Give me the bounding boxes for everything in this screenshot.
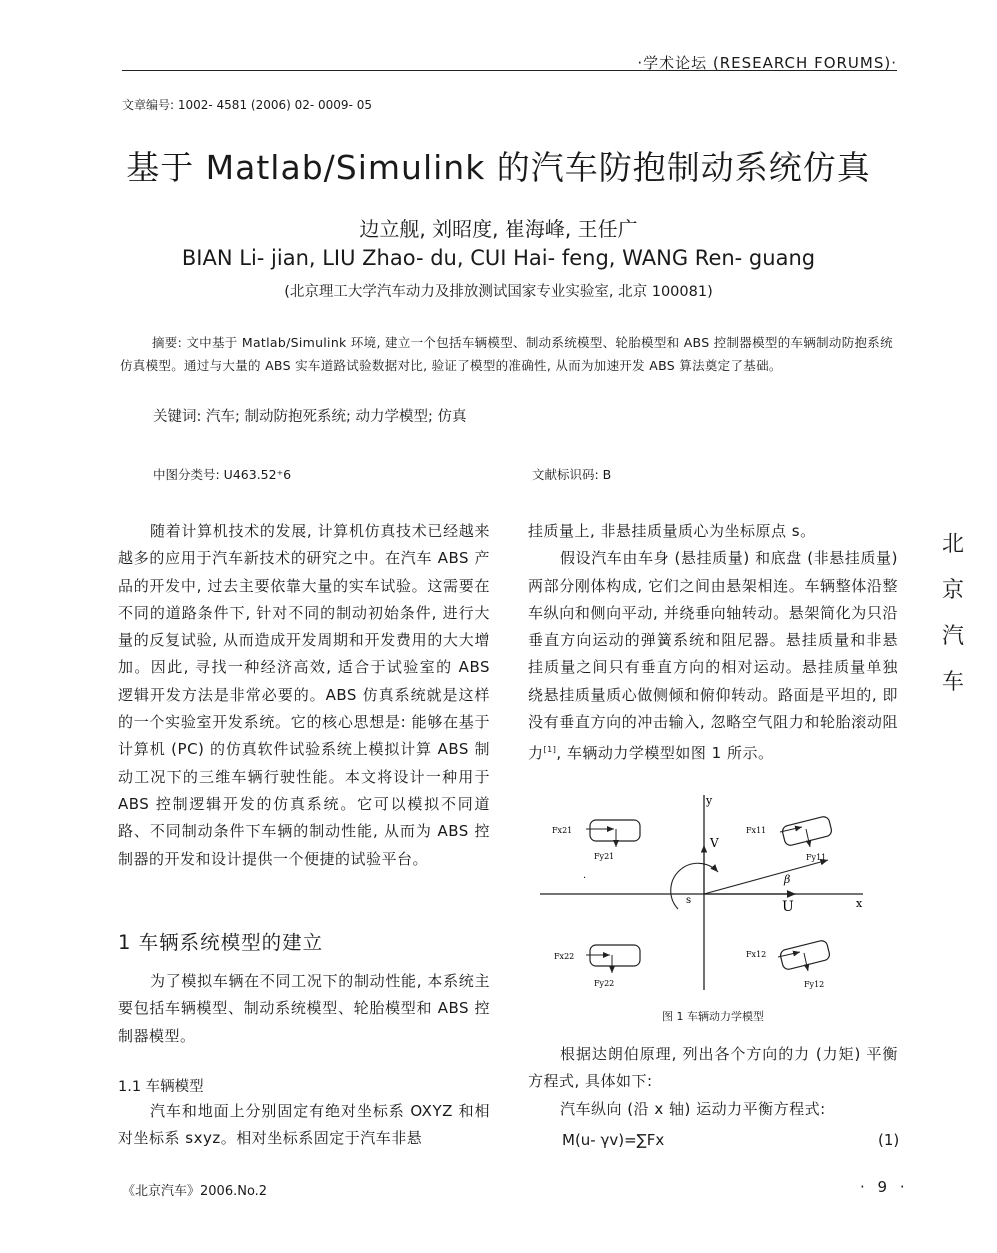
keywords: 关键词: 汽车; 制动防抱死系统; 动力学模型; 仿真 (153, 409, 467, 425)
side-char: 北 (941, 532, 964, 557)
section-heading: 1 车辆系统模型的建立 (118, 931, 324, 954)
assumption-paragraph (528, 545, 898, 767)
abstract: 摘要: 文中基于 Matlab/Simulink 环境, 建立一个包括车辆模型、制动系统模型、轮胎模型和 ABS 控制器模型的车辆制动防抱系统仿真模型。通过与大量的 ABS 实车道路试验数据对比, 验证了模型的准确性, 从而为加速开发 ABS 算法奠定了基础。 (120, 335, 893, 373)
label-fy22: Fy22 (594, 979, 615, 988)
label-fy11: Fy11 (806, 853, 827, 862)
wheel-front-left (781, 815, 832, 846)
side-char: 京 (941, 578, 964, 603)
subsection-heading: 1.1 车辆模型 (118, 1079, 204, 1095)
x-axis-label: x (856, 897, 863, 910)
side-journal-label (940, 522, 966, 706)
left-column-vehicle (118, 1098, 490, 1153)
classification-number: 中图分类号: U463.52⁺6 (153, 467, 292, 482)
equation-1: M(u- γv)=∑Fx (562, 1131, 665, 1149)
figure-caption: 图 1 车辆动力学模型 (662, 1010, 764, 1023)
label-fy12: Fy12 (804, 980, 825, 989)
dalembert-paragraph: 根据达朗伯原理, 列出各个方向的力 (力矩) 平衡方程式, 具体如下: (528, 1045, 898, 1091)
velocity-v-label: V (710, 836, 719, 850)
footer-journal: 《北京汽车》2006.No.2 (122, 1184, 268, 1199)
equation-number: (1) (878, 1131, 900, 1149)
page-number: · 9 · (860, 1178, 909, 1196)
vehicle-model-paragraph: 汽车和地面上分别固定有绝对坐标系 OXYZ 和相对坐标系 sxyz。相对坐标系固定于汽车非悬 (118, 1102, 490, 1148)
affiliation: (北京理工大学汽车动力及排放测试国家专业实验室, 北京 100081) (284, 284, 713, 300)
label-fx22: Fx22 (554, 952, 575, 961)
label-fx21: Fx21 (552, 826, 573, 835)
wheel-rear-left (590, 820, 640, 841)
y-axis-label: y (706, 794, 713, 807)
label-fy21: Fy21 (594, 852, 615, 861)
header-section: ·学术论坛 (RESEARCH FORUMS)· (637, 54, 897, 72)
header-rule (122, 70, 897, 71)
left-column-section (118, 968, 490, 1050)
velocity-vector-arrow (704, 860, 828, 894)
right-column-bottom (528, 1041, 898, 1123)
beta-label: β (784, 873, 791, 886)
force-fy12-arrow (804, 953, 808, 971)
assumption-text: 假设汽车由车身 (悬挂质量) 和底盘 (非悬挂质量) 两部分刚体构成, 它们之间由悬架相连。车辆整体沿整车纵向和侧向平动, 并绕垂向轴转动。悬架简化为只沿垂直方向运动的弹簧系统和阻尼器。悬挂质量和非悬挂质量之间只有垂直方向的相对运动。悬挂质量单独绕悬挂质量质心做侧倾和俯仰转动。路面是平坦的, 即没有垂直方向的冲击输入, 忽略空气阻力和轮胎滚动阻力 (528, 549, 898, 763)
dot-mark: . (583, 870, 587, 881)
document-code: 文献标识码: B (532, 467, 612, 482)
authors-english: BIAN Li- jian, LIU Zhao- du, CUI Hai- feng, WANG Ren- guang (181, 246, 816, 270)
section-paragraph: 为了模拟车辆在不同工况下的制动性能, 本系统主要包括车辆模型、制动系统模型、轮胎模型和 ABS 控制器模型。 (118, 972, 490, 1045)
reference-mark: [1] (543, 745, 557, 755)
continued-paragraph: 挂质量上, 非悬挂质量质心为坐标原点 s。 (528, 522, 816, 540)
label-fx11: Fx11 (746, 826, 767, 835)
origin-s-label: s (686, 895, 692, 906)
label-fx12: Fx12 (746, 950, 767, 959)
vehicle-dynamics-figure (528, 785, 898, 1000)
assumption-text-end: , 车辆动力学模型如图 1 所示。 (556, 744, 774, 763)
yaw-rotation-arc (671, 863, 718, 909)
figure-drawing (528, 785, 898, 1000)
longitudinal-paragraph: 汽车纵向 (沿 x 轴) 运动力平衡方程式: (560, 1099, 826, 1118)
force-fy11-arrow (806, 829, 810, 847)
intro-paragraph: 随着计算机技术的发展, 计算机仿真技术已经越来越多的应用于汽车新技术的研究之中。在汽车 ABS 产品的开发中, 过去主要依靠大量的实车试验。这需要在不同的道路条件下, 针对不同的制动初始条件, 进行大量的反复试验, 从而造成开发周期和开发费用的大大增加。因此, 寻找一种经济高效, 适合于试验室的 ABS 逻辑开发方法是非常必要的。ABS 仿真系统就是这样的一个实验室开发系统。它的核心思想是: 能够在基于计算机 (PC) 的仿真软件试验系统上模拟计算 ABS 制动工况下的三维车辆行驶性能。本文将设计一种用于 ABS 控制逻辑开发的仿真系统。它可以模拟不同道路、不同制动条件下车辆的制动性能, 从而为 ABS 控制器的开发和设计提供一个便捷的试验平台。 (118, 522, 490, 868)
side-char: 车 (941, 670, 964, 695)
authors-chinese: 边立舰, 刘昭度, 崔海峰, 王任广 (359, 217, 638, 241)
right-column-top (528, 518, 898, 768)
paper-title: 基于 Matlab/Simulink 的汽车防抱制动系统仿真 (126, 148, 871, 187)
left-column-intro (118, 518, 490, 873)
side-char: 汽 (941, 624, 964, 649)
article-number: 文章编号: 1002- 4581 (2006) 02- 0009- 05 (122, 98, 372, 112)
velocity-u-label: U (782, 899, 794, 915)
